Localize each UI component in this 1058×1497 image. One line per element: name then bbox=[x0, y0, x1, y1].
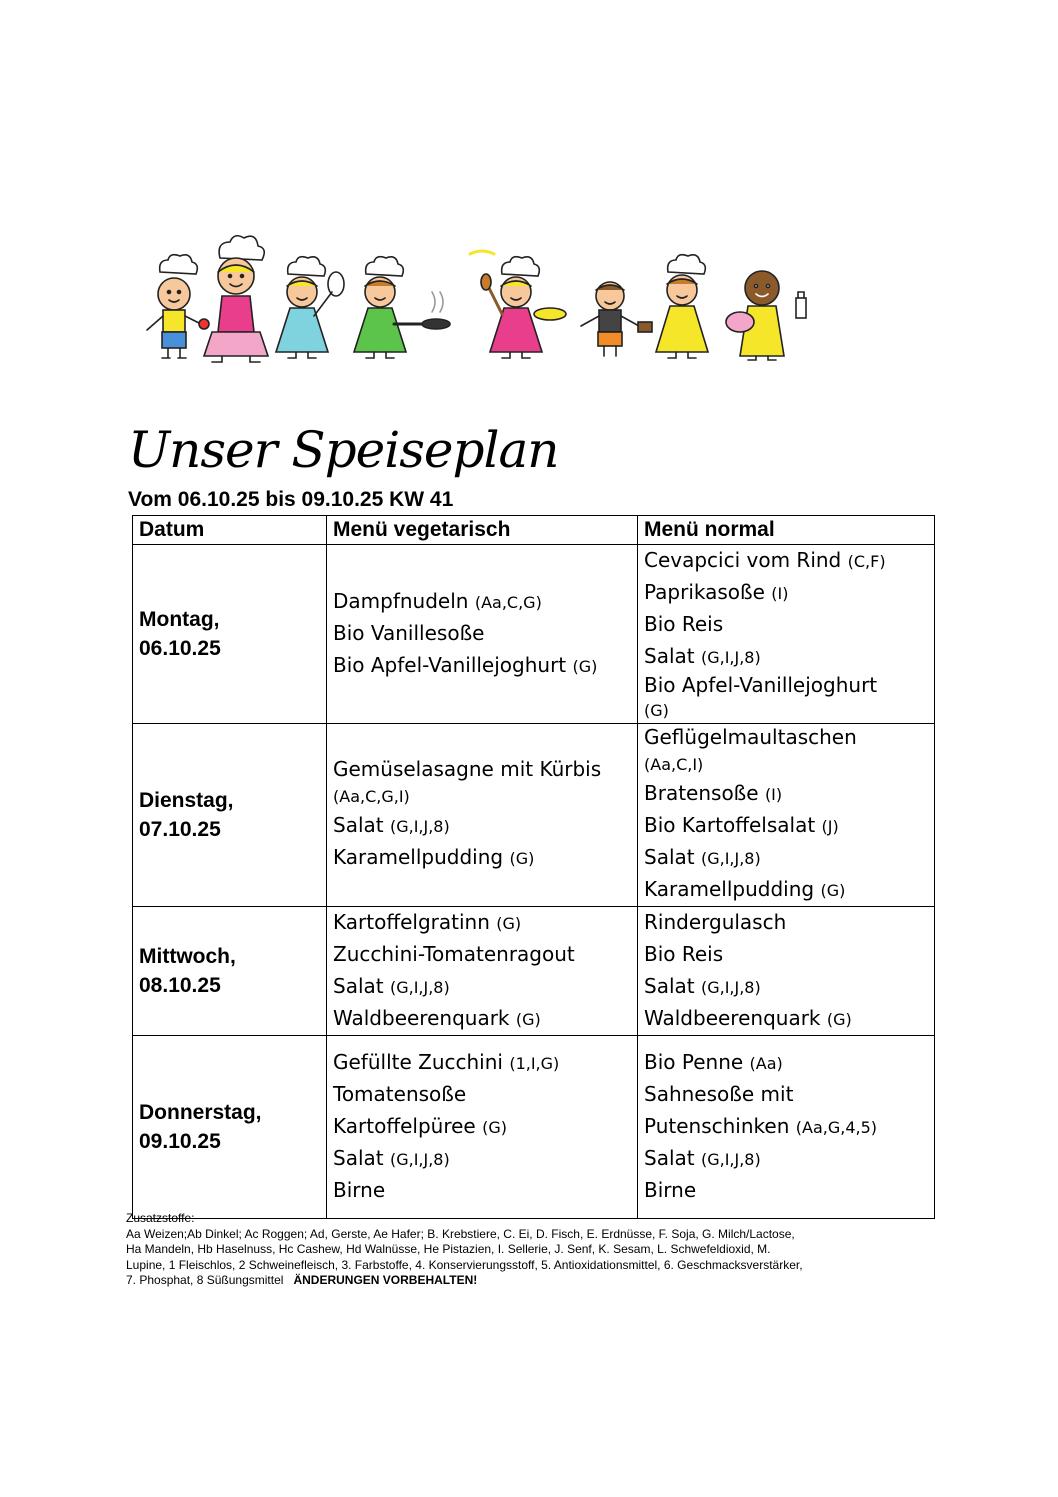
dish-line bbox=[333, 1111, 631, 1143]
dish-line bbox=[333, 650, 631, 682]
dish-line bbox=[644, 673, 928, 723]
allergen-codes: (J) bbox=[821, 817, 839, 836]
allergen-codes: (G) bbox=[496, 914, 522, 933]
allergen-codes: (G,I,J,8) bbox=[700, 648, 761, 667]
day-cell bbox=[133, 907, 327, 1036]
allergen-codes: (G) bbox=[644, 701, 669, 720]
page-title: Unser Speiseplan bbox=[128, 421, 559, 479]
dish-line bbox=[333, 1003, 631, 1035]
allergen-codes: (G,I,J,8) bbox=[700, 1150, 761, 1169]
allergen-codes: (G,I,J,8) bbox=[700, 849, 761, 868]
normal-menu-cell bbox=[638, 1036, 935, 1219]
dish-name: Bio Kartoffelsalat bbox=[644, 813, 822, 837]
changes-reserved-notice: ÄNDERUNGEN VORBEHALTEN! bbox=[293, 1273, 478, 1287]
additives-line-last bbox=[126, 1273, 936, 1289]
dish-name: Rindergulasch bbox=[644, 910, 787, 934]
allergen-codes: (G) bbox=[509, 849, 535, 868]
allergen-codes: (C,F) bbox=[847, 552, 886, 571]
dish-line bbox=[333, 939, 631, 971]
dish-name: Kartoffelpüree bbox=[333, 1114, 483, 1138]
additives-line: Ha Mandeln, Hb Haselnuss, Hc Cashew, Hd Walnüsse, He Pistazien, I. Sellerie, J. Senf, K. Sesam, L. Schwefeldioxid, M. bbox=[126, 1242, 771, 1256]
dish-name: Paprikasoße bbox=[644, 580, 772, 604]
table-row bbox=[133, 1036, 935, 1219]
dish-name: Salat bbox=[644, 1146, 701, 1170]
allergen-codes: (Aa,C,I) bbox=[644, 755, 704, 774]
allergen-codes: (I) bbox=[764, 785, 783, 804]
dish-line bbox=[333, 586, 631, 618]
allergen-codes: (G) bbox=[826, 1010, 852, 1029]
normal-menu-cell bbox=[638, 724, 935, 907]
allergen-codes: (Aa,C,G) bbox=[474, 593, 542, 612]
dish-line bbox=[333, 810, 631, 842]
allergen-codes: (Aa,C,G,I) bbox=[333, 787, 410, 806]
table-row bbox=[133, 907, 935, 1036]
dish-name: Putenschinken bbox=[644, 1114, 796, 1138]
chef-kid-8 bbox=[726, 271, 806, 360]
dish-name: Salat bbox=[333, 1146, 390, 1170]
day-name: Mittwoch, bbox=[139, 945, 236, 968]
table-header-row bbox=[133, 516, 935, 545]
table-row bbox=[133, 545, 935, 724]
vegetarian-menu-cell bbox=[327, 907, 638, 1036]
dish-line bbox=[333, 1175, 631, 1207]
dish-line bbox=[644, 1143, 928, 1175]
dish-name: Salat bbox=[333, 974, 390, 998]
allergen-codes: (G,I,J,8) bbox=[389, 978, 450, 997]
dish-name: Gefüllte Zucchini bbox=[333, 1050, 510, 1074]
additives-line: 7. Phosphat, 8 Süßungsmittel bbox=[126, 1273, 284, 1287]
dish-name: Karamellpudding bbox=[333, 845, 510, 869]
dish-line bbox=[644, 939, 928, 971]
allergen-codes: (1,I,G) bbox=[509, 1054, 560, 1073]
allergen-codes: (G) bbox=[515, 1010, 541, 1029]
week-subtitle: Vom 06.10.25 bis 09.10.25 KW 41 bbox=[128, 488, 454, 511]
dish-line bbox=[644, 971, 928, 1003]
vegetarian-menu-cell bbox=[327, 724, 638, 907]
dish-line bbox=[644, 545, 928, 577]
day-date: 07.10.25 bbox=[139, 818, 221, 841]
dish-name: Gemüselasagne mit Kürbis bbox=[333, 757, 602, 781]
dish-name: Waldbeerenquark bbox=[333, 1006, 516, 1030]
dish-name: Bio Penne bbox=[644, 1050, 750, 1074]
dish-name: Zucchini-Tomatenragout bbox=[333, 942, 575, 966]
dish-line bbox=[644, 577, 928, 609]
dish-name: Salat bbox=[333, 813, 390, 837]
dish-line bbox=[644, 778, 928, 810]
chef-kid-3 bbox=[276, 257, 344, 358]
column-header-date: Datum bbox=[133, 516, 327, 545]
day-cell bbox=[133, 545, 327, 724]
additives-line: Aa Weizen;Ab Dinkel; Ac Roggen; Ad, Gerste, Ae Hafer; B. Krebstiere, C. Ei, D. Fisch, E. Erdnüsse, F. Soja, G. Milch/Lactose, bbox=[126, 1226, 795, 1241]
day-date: 09.10.25 bbox=[139, 1130, 221, 1153]
dish-name: Birne bbox=[644, 1178, 697, 1202]
column-header-normal: Menü normal bbox=[638, 516, 935, 545]
allergen-codes: (I) bbox=[771, 584, 789, 603]
dish-name: Geflügelmaultaschen bbox=[644, 725, 857, 749]
dish-line bbox=[644, 1047, 928, 1079]
allergen-codes: (G) bbox=[572, 657, 598, 676]
day-cell bbox=[133, 1036, 327, 1219]
dish-name: Bio Reis bbox=[644, 942, 724, 966]
additives-label: Zusatzstoffe: bbox=[126, 1211, 195, 1225]
chef-kid-6 bbox=[581, 282, 652, 356]
dish-line bbox=[644, 609, 928, 641]
dish-name: Bio Apfel-Vanillejoghurt bbox=[644, 673, 878, 697]
allergen-codes: (G) bbox=[820, 881, 846, 900]
dish-line bbox=[333, 756, 631, 810]
chef-kid-4 bbox=[354, 257, 450, 358]
allergen-codes: (G,I,J,8) bbox=[389, 817, 450, 836]
dish-name: Sahnesoße mit bbox=[644, 1082, 794, 1106]
dish-name: Bio Reis bbox=[644, 612, 724, 636]
day-name: Dienstag, bbox=[139, 789, 234, 812]
day-cell bbox=[133, 724, 327, 907]
day-name: Donnerstag, bbox=[139, 1101, 262, 1124]
dish-name: Bratensoße bbox=[644, 781, 765, 805]
dish-line bbox=[644, 874, 928, 906]
allergen-codes: (Aa) bbox=[749, 1054, 783, 1073]
dish-name: Salat bbox=[644, 845, 701, 869]
dish-line bbox=[333, 1079, 631, 1111]
dish-line bbox=[333, 1047, 631, 1079]
dish-line bbox=[333, 907, 631, 939]
dish-line bbox=[644, 641, 928, 673]
allergen-codes: (G,I,J,8) bbox=[389, 1150, 450, 1169]
dish-line bbox=[333, 842, 631, 874]
dish-line bbox=[644, 1003, 928, 1035]
dish-name: Salat bbox=[644, 974, 701, 998]
dish-line bbox=[644, 1111, 928, 1143]
kids-chefs-illustration bbox=[132, 232, 822, 372]
vegetarian-menu-cell bbox=[327, 545, 638, 724]
dish-name: Dampfnudeln bbox=[333, 589, 475, 613]
chef-kid-5 bbox=[470, 251, 566, 358]
dish-name: Salat bbox=[644, 644, 701, 668]
dish-name: Bio Apfel-Vanillejoghurt bbox=[333, 653, 573, 677]
vegetarian-menu-cell bbox=[327, 1036, 638, 1219]
menu-table bbox=[132, 515, 935, 1219]
dish-line bbox=[644, 810, 928, 842]
day-date: 08.10.25 bbox=[139, 974, 221, 997]
column-header-vegetarian: Menü vegetarisch bbox=[327, 516, 638, 545]
allergen-codes: (Aa,G,4,5) bbox=[795, 1118, 877, 1137]
additives-legend bbox=[126, 1211, 936, 1289]
chef-kid-1 bbox=[147, 255, 209, 358]
dish-line bbox=[644, 907, 928, 939]
allergen-codes: (G) bbox=[482, 1118, 507, 1137]
day-name: Montag, bbox=[139, 608, 220, 631]
dish-line bbox=[333, 971, 631, 1003]
additives-line: Lupine, 1 Fleischlos, 2 Schweinefleisch, 3. Farbstoffe, 4. Konservierungsstoff, 5. Antioxidationsmittel, 6. Geschmacksverstärker, bbox=[126, 1257, 803, 1272]
dish-name: Waldbeerenquark bbox=[644, 1006, 827, 1030]
dish-line bbox=[333, 618, 631, 650]
dish-name: Tomatensoße bbox=[333, 1082, 467, 1106]
dish-line bbox=[644, 724, 928, 778]
dish-name: Birne bbox=[333, 1178, 386, 1202]
allergen-codes: (G,I,J,8) bbox=[700, 978, 761, 997]
dish-name: Cevapcici vom Rind bbox=[644, 548, 848, 572]
dish-name: Kartoffelgratinn bbox=[333, 910, 497, 934]
dish-line bbox=[644, 842, 928, 874]
dish-line bbox=[644, 1079, 928, 1111]
normal-menu-cell bbox=[638, 545, 935, 724]
normal-menu-cell bbox=[638, 907, 935, 1036]
day-date: 06.10.25 bbox=[139, 637, 221, 660]
dish-line bbox=[644, 1175, 928, 1207]
chef-kid-2 bbox=[204, 236, 268, 362]
table-row bbox=[133, 724, 935, 907]
chef-kid-7 bbox=[656, 255, 708, 358]
dish-name: Karamellpudding bbox=[644, 877, 821, 901]
dish-name: Bio Vanillesoße bbox=[333, 621, 485, 645]
dish-line bbox=[333, 1143, 631, 1175]
